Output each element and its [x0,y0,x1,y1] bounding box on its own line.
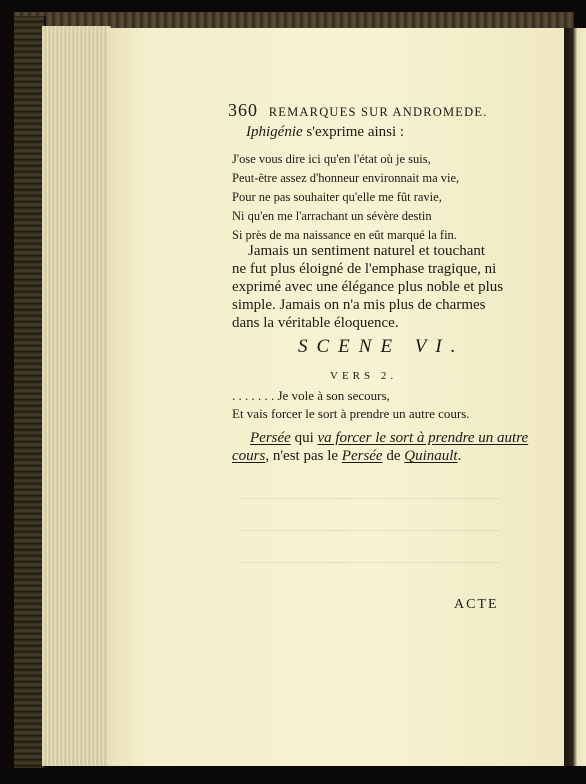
commentary-line [250,430,528,447]
show-through-line [240,530,500,531]
commentary-line [232,448,461,465]
commentary-word: de [382,448,405,464]
running-title: REMARQUES SUR ANDROMEDE. [268,105,488,119]
running-head [228,100,488,121]
commentary-word: qui [290,430,318,446]
commentary-word: . [457,448,462,464]
intro-name: Iphigénie [246,124,303,140]
vers-label: VERS 2. [330,370,398,382]
quote-line: Et vais forcer le sort à prendre un autre cours. [232,406,470,421]
page-stack-edge [42,26,111,766]
paragraph-line: dans la véritable éloquence. [232,315,399,331]
verse-line: J'ose vous dire ici qu'en l'état où je suis, [232,152,431,166]
paragraph-line: exprimé avec une élégance plus noble et plus [232,279,504,295]
page-number: 360 [228,100,258,120]
author-name: Quinault [404,448,458,464]
catchword: ACTE [454,597,499,612]
verse-line: Ni qu'en me l'arrachant un sévère destin [232,209,432,223]
verse-line: Pour ne pas souhaiter qu'elle me fût ravie, [232,190,442,204]
show-through-line [240,498,500,499]
paragraph-line: ne fut plus éloigné de l'emphase tragique, ni [232,261,497,277]
quote-line: . . . . . . . Je vole à son secours, [232,388,390,403]
paragraph-line: simple. Jamais on n'a mis plus de charmes [232,297,486,313]
scene-heading: SCENE VI. [298,336,465,357]
name-perse: Persée [341,448,383,464]
intro-line [246,124,404,141]
paragraph-line: Jamais un sentiment naturel et touchant [248,243,486,259]
name-perse: Persée [250,430,291,446]
facing-page-strip [564,28,586,766]
verse-line: Peut-être assez d'honneur environnait ma vie, [232,171,460,185]
quoted-phrase-end: cours [232,448,266,464]
verse-line: Si près de ma naissance en eût marqué la fin. [232,228,457,242]
quoted-phrase: va forcer le sort à prendre un autre [317,430,529,446]
intro-rest: s'exprime ainsi : [302,124,405,140]
commentary-word: , n'est pas le [265,448,342,464]
show-through-line [240,562,500,563]
